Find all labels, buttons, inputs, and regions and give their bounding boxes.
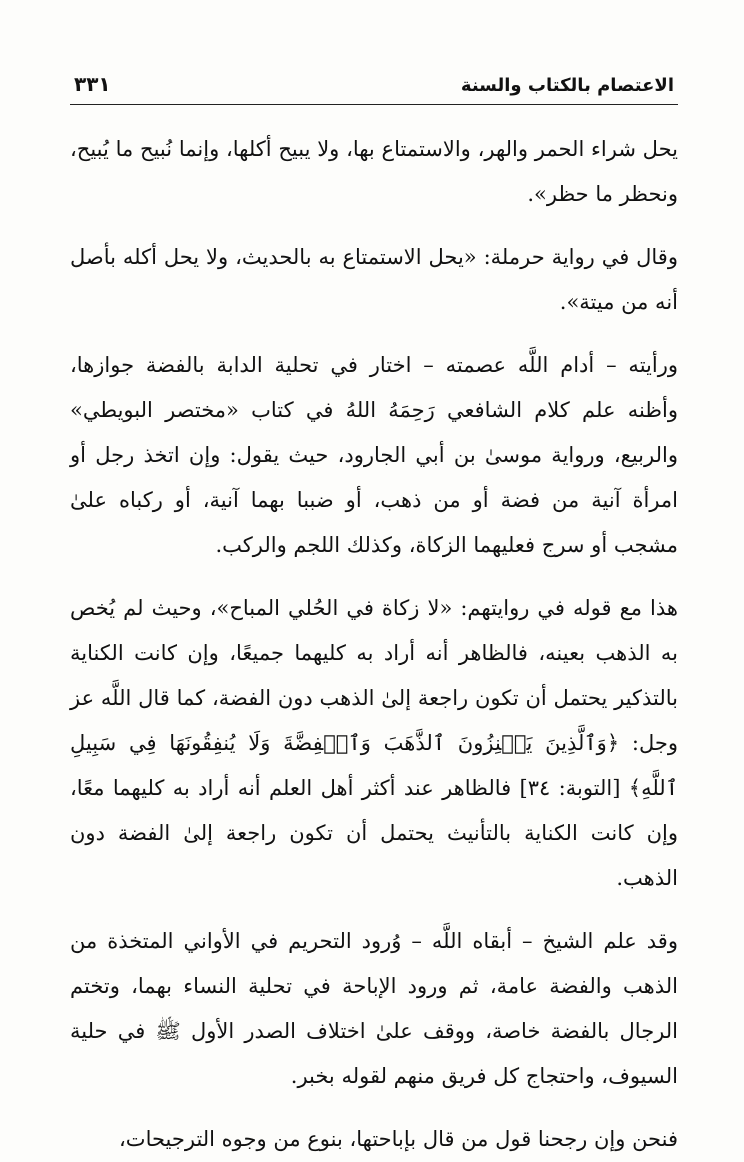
running-header <box>70 68 678 96</box>
paragraph: هذا مع قوله في روايتهم: «لا زكاة في الحُلي المباح»، وحيث لم يُخص به الذهب بعينه، فالظاهر أنه أراد به كليهما جميعًا، وإن كانت الكناية بالتذكير يحتمل أن تكون راجعة إلىٰ الذهب دون الفضة، كما قال اللَّه عز وجل: ﴿وَٱلَّذِينَ يَكۡنِزُونَ ٱلذَّهَبَ وَٱلۡفِضَّةَ وَلَا يُنفِقُونَهَا فِي سَبِيلِ ٱللَّهِ﴾ [التوبة: ٣٤] فالظاهر عند أكثر أهل العلم أنه أراد به كليهما معًا، وإن كانت الكناية بالتأنيث يحتمل أن تكون راجعة إلىٰ الفضة دون الذهب. <box>70 596 679 890</box>
header-title: الاعتصام بالكتاب والسنة <box>460 75 674 96</box>
paragraph: وقد علم الشيخ – أبقاه اللَّه – وُرود التحريم في الأواني المتخذة من الذهب والفضة عامة، ثم ورود الإباحة في تحلية النساء بهما، وتختم الرجال بالفضة خاصة، ووقف علىٰ اختلاف الصدر الأول ﷺ في حلية السيوف، واحتجاج كل فريق منهم لقوله بخبر. <box>70 929 678 1088</box>
paragraph: ورأيته – أدام اللَّه عصمته – اختار في تحلية الدابة بالفضة جوازها، وأظنه علم كلام الشافعي رَحِمَهُ اللهُ في كتاب «مختصر البويطي» والربيع، ورواية موسىٰ بن أبي الجارود، حيث يقول: وإن اتخذ رجل أو امرأة آنية من فضة أو من ذهب، أو ضببا بهما آنية، أو ركباه علىٰ مشجب أو سرج فعليهما الزكاة، وكذلك اللجم والركب. <box>70 353 678 557</box>
header-rule <box>70 104 678 105</box>
page-number: ٣٣١ <box>74 72 111 96</box>
paragraph: فنحن وإن رجحنا قول من قال بإباحتها، بنوع من وجوه الترجيحات، <box>119 1127 678 1151</box>
paragraph: وقال في رواية حرملة: «يحل الاستمتاع به بالحديث، ولا يحل أكله بأصل أنه من ميتة». <box>70 245 678 314</box>
page-body <box>70 127 678 1162</box>
paragraph: يحل شراء الحمر والهر، والاستمتاع بها، ولا يبيح أكلها، وإنما نُبيح ما يُبيح، ونحظر ما حظر». <box>70 137 678 206</box>
